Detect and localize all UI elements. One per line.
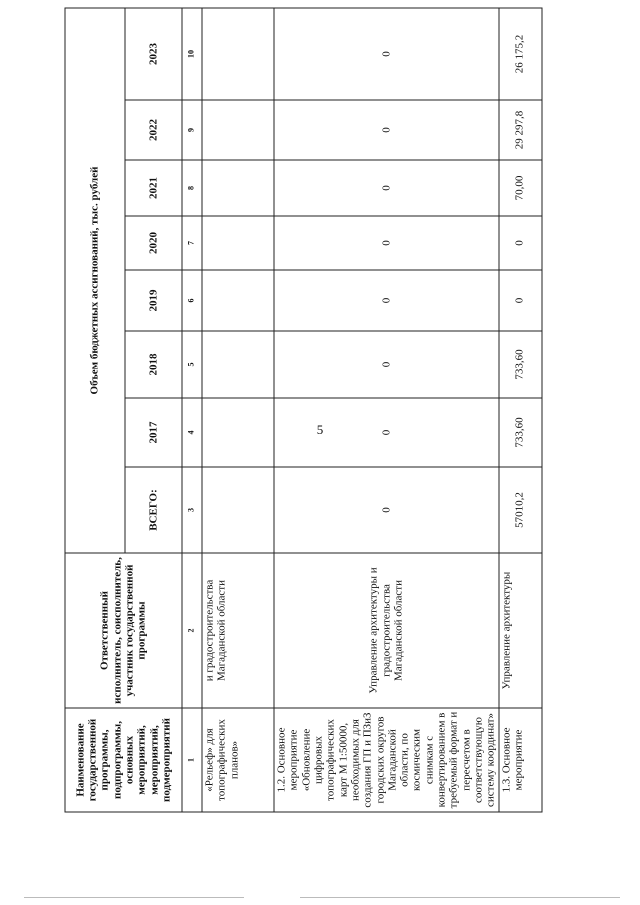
header-year: 2018: [125, 331, 182, 398]
row-value: [202, 270, 274, 331]
row-value: 29 297,8: [499, 100, 542, 160]
column-number: 7: [182, 216, 202, 270]
row-program-name: 1.2. Основное мероприятие «Обновление цифровых топографических карт М 1:50000, необходимых для создания ГП и ПЗиЗ городских округов Магаданской области, по космическим снимкам с конвертированием в требуемый формат и пересчетом в соответствующую систему координат»: [274, 708, 499, 812]
row-executor: Управление архитектуры: [499, 553, 542, 708]
row-value: 0: [274, 398, 499, 467]
row-program-name: «Рельеф» для топографических планов»: [202, 708, 274, 812]
column-numbers-row: [182, 8, 202, 812]
header-row: [65, 8, 125, 812]
header-total: ВСЕГО:: [125, 467, 182, 553]
row-value: 0: [274, 160, 499, 216]
table-row: [499, 8, 542, 812]
row-value: 0: [274, 216, 499, 270]
header-year: 2017: [125, 398, 182, 467]
row-value: 0: [499, 216, 542, 270]
row-value: 0: [274, 270, 499, 331]
column-number: 2: [182, 553, 202, 708]
row-value: 26 175,2: [499, 8, 542, 100]
row-value: 0: [274, 100, 499, 160]
row-value: [202, 331, 274, 398]
header-year: 2020: [125, 216, 182, 270]
page-number: 5: [316, 422, 324, 437]
column-number: 4: [182, 398, 202, 467]
row-value: 0: [274, 467, 499, 553]
row-value: 0: [274, 8, 499, 100]
row-value: 70,00: [499, 160, 542, 216]
column-number: 6: [182, 270, 202, 331]
column-number: 8: [182, 160, 202, 216]
row-value: [202, 8, 274, 100]
row-value: [202, 216, 274, 270]
header-year: 2023: [125, 8, 182, 100]
row-value: [202, 100, 274, 160]
row-value: 57010,2: [499, 467, 542, 553]
budget-allocation-table: [65, 8, 543, 813]
row-value: 733,60: [499, 398, 542, 467]
header-year: 2021: [125, 160, 182, 216]
column-number: 1: [182, 708, 202, 812]
header-program-name: Наименование государственной программы, подпрограммы, основных мероприятий, мероприятий, подмероприятий: [65, 708, 182, 812]
column-number: 10: [182, 8, 202, 100]
rotated-page: [1, 0, 640, 905]
header-year: 2022: [125, 100, 182, 160]
row-executor: и градостроительства Магаданской области: [202, 553, 274, 708]
column-number: 3: [182, 467, 202, 553]
header-executor: Ответственный исполнитель, соисполнитель, участник государственной программы: [65, 553, 182, 708]
table-row: [274, 8, 499, 812]
row-value: [202, 467, 274, 553]
row-executor: Управление архитектуры и градостроительства Магаданской области: [274, 553, 499, 708]
column-number: 5: [182, 331, 202, 398]
row-program-name: 1.3. Основное мероприятие: [499, 708, 542, 812]
row-value: [202, 160, 274, 216]
table-row: [202, 8, 274, 812]
scan-edge-line: [300, 897, 620, 898]
column-number: 9: [182, 100, 202, 160]
row-value: 733,60: [499, 331, 542, 398]
header-year: 2019: [125, 270, 182, 331]
row-value: [202, 398, 274, 467]
header-budget-title: Объем бюджетных ассигнований, тыс. рублей: [65, 8, 125, 553]
scan-edge-line: [24, 897, 244, 898]
row-value: 0: [499, 270, 542, 331]
row-value: 0: [274, 331, 499, 398]
